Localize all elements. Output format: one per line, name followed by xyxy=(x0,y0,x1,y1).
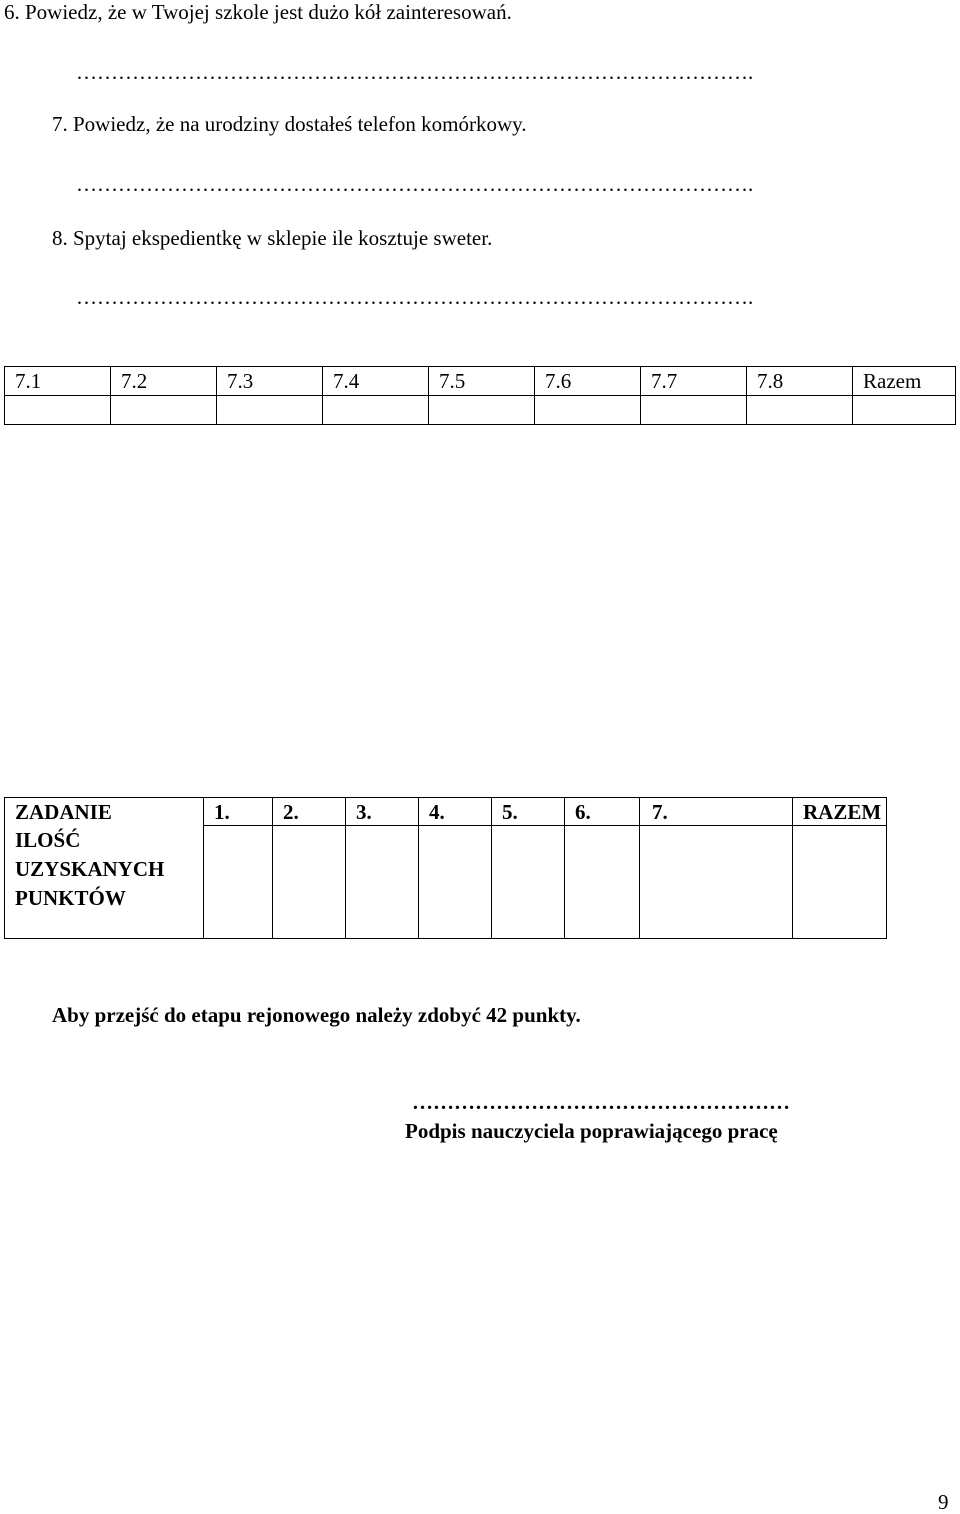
header-cell: 1. xyxy=(204,798,273,826)
question-8: 8. Spytaj ekspedientkę w sklepie ile kosztuje sweter. xyxy=(52,226,493,250)
points-row xyxy=(5,826,887,939)
header-cell: 4. xyxy=(419,798,492,826)
header-cell: 7.1 xyxy=(5,367,111,396)
row-label-line: ILOŚĆ xyxy=(15,827,81,852)
header-cell: 7.5 xyxy=(429,367,535,396)
header-cell: 7.4 xyxy=(323,367,429,396)
header-cell-total: Razem xyxy=(853,367,956,396)
score-cell[interactable] xyxy=(217,396,323,425)
answer-line-7[interactable]: ……………………………………………………………………………………. xyxy=(76,172,754,196)
signature-label: Podpis nauczyciela poprawiającego pracę xyxy=(405,1119,778,1143)
score-cell[interactable] xyxy=(641,396,747,425)
header-cell: 7.6 xyxy=(535,367,641,396)
header-cell: 2. xyxy=(273,798,346,826)
header-cell: 7.3 xyxy=(217,367,323,396)
signature-line[interactable]: ……………………………………………… xyxy=(412,1090,790,1114)
answer-line-8[interactable]: ……………………………………………………………………………………. xyxy=(76,285,754,309)
page-number: 9 xyxy=(938,1490,949,1514)
points-cell[interactable] xyxy=(492,826,565,939)
table-header-row xyxy=(5,798,887,826)
question-7: 7. Powiedz, że na urodziny dostałeś telefon komórkowy. xyxy=(52,112,527,136)
points-cell[interactable] xyxy=(346,826,419,939)
score-cell[interactable] xyxy=(535,396,641,425)
header-cell-razem: RAZEM xyxy=(793,798,887,826)
row-label xyxy=(5,826,204,939)
header-cell: 6. xyxy=(565,798,640,826)
points-cell[interactable] xyxy=(565,826,640,939)
score-cell[interactable] xyxy=(111,396,217,425)
header-cell: 5. xyxy=(492,798,565,826)
passing-note: Aby przejść do etapu rejonowego należy zdobyć 42 punkty. xyxy=(52,1003,581,1027)
score-cell[interactable] xyxy=(323,396,429,425)
table-header-row xyxy=(5,367,956,396)
header-cell: 7.8 xyxy=(747,367,853,396)
score-row xyxy=(5,396,956,425)
points-cell[interactable] xyxy=(273,826,346,939)
points-cell[interactable] xyxy=(640,826,793,939)
header-cell: 7.7 xyxy=(641,367,747,396)
header-cell: 7.2 xyxy=(111,367,217,396)
header-cell: 3. xyxy=(346,798,419,826)
score-cell[interactable] xyxy=(5,396,111,425)
score-table-section-7 xyxy=(4,366,956,425)
question-6: 6. Powiedz, że w Twojej szkole jest dużo kół zainteresowań. xyxy=(4,0,512,24)
points-cell[interactable] xyxy=(419,826,492,939)
score-cell[interactable] xyxy=(429,396,535,425)
header-cell-total: 7. xyxy=(640,798,793,826)
points-cell[interactable] xyxy=(204,826,273,939)
header-label: ZADANIE xyxy=(5,798,204,826)
answer-line-6[interactable]: ……………………………………………………………………………………. xyxy=(76,60,754,84)
row-label-line: UZYSKANYCH xyxy=(15,856,165,881)
points-cell-total[interactable] xyxy=(793,826,887,939)
row-label-line: PUNKTÓW xyxy=(15,885,126,910)
score-cell-total[interactable] xyxy=(853,396,956,425)
score-table-summary xyxy=(4,797,887,939)
score-cell[interactable] xyxy=(747,396,853,425)
